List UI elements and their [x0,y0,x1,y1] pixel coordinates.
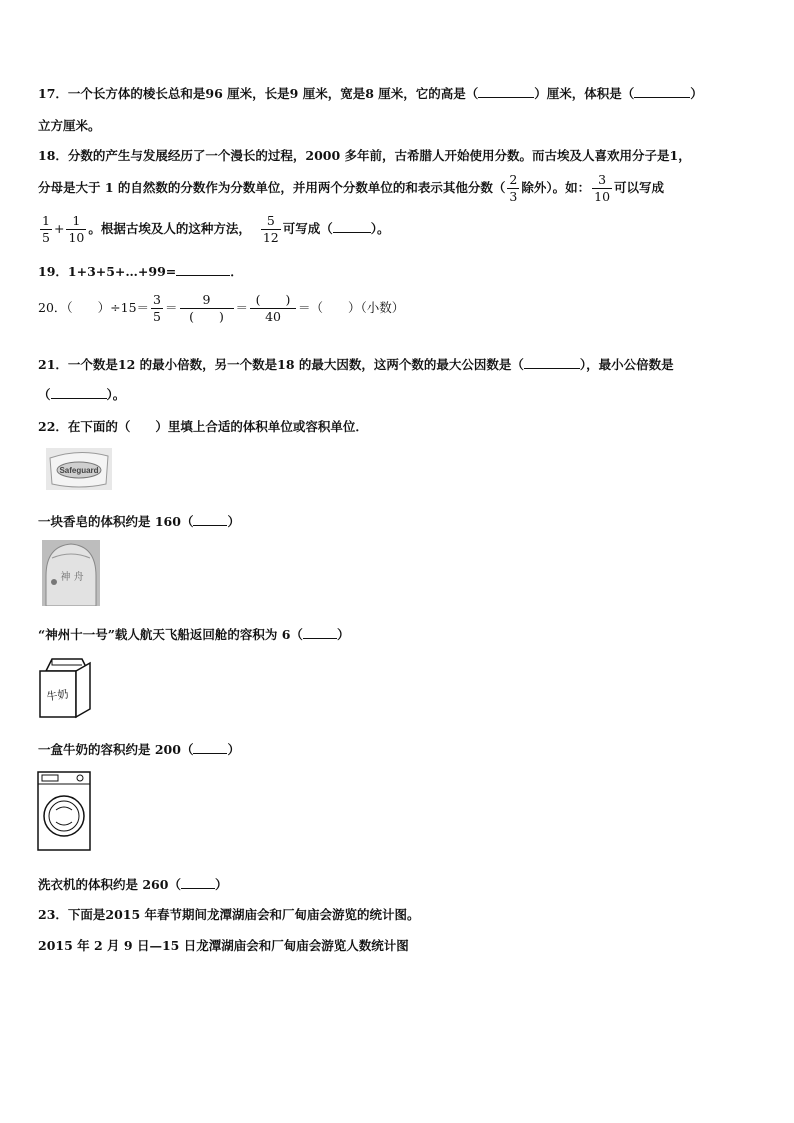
fraction-9-blank[interactable]: $\frac{9}{( )}$ [180,292,234,325]
q18-line2: 分母是大于 1 的自然数的分数作为分数单位，并用两个分数单位的和表示其他分数（ $\frac{2}{3}$ 除外）。如： $\frac{3}{10}$ 可以写成 [38,172,665,204]
q22-title: 22．在下面的（ ）里填上合适的体积单位或容积单位． [38,419,368,434]
milk-label-text: 牛奶 [45,687,70,704]
q23-line: 23．下面是2015 年春节期间龙潭湖庙会和厂甸庙会游览的统计图。 [38,907,420,922]
q21-line1: 21．一个数是12 的最小倍数，另一个数是18 的最大因数，这两个数的最大公因数是（ ），最小公倍数是 [38,357,674,372]
fraction-3-10: $\frac{3}{10}$ [594,172,611,204]
q17-blank-height[interactable] [478,85,534,98]
q21-blank-lcm[interactable] [51,386,107,399]
q18-blank[interactable] [333,220,371,233]
q22-blank-milk[interactable] [193,741,227,754]
q21-line2: （ ）。 [38,387,126,402]
q22-blank-washer[interactable] [181,876,215,889]
fraction-5-12: $\frac{5}{12}$ [262,213,279,245]
fraction-1-10: $\frac{1}{10}$ [68,213,85,245]
q23-chart-title: 2015 年 2 月 9 日—15 日龙潭湖庙会和厂甸庙会游览人数统计图 [38,938,409,953]
q19-blank[interactable] [176,263,230,276]
q22-blank-capsule[interactable] [303,626,337,639]
q21-blank-gcd[interactable] [524,356,580,369]
q17-blank-volume[interactable] [634,85,690,98]
q20-line: 20．（ ）÷15＝ $\frac{3}{5}$ ＝ $\frac{9}{( )}$ ＝ $\frac{( )}{40}$ ＝（ ）（小数） [38,292,405,324]
fraction-2-3: $\frac{2}{3}$ [509,172,518,204]
q19-line: 19．1+3+5+…+99= ． [38,264,243,279]
soap-image [46,448,112,490]
washing-machine-icon [36,770,92,852]
q22-item2: “神州十一号”载人航天飞船返回舱的容积为 6（ ） [38,627,350,642]
soap-icon [46,448,112,490]
fraction-3-5: $\frac{3}{5}$ [153,292,161,324]
q17-line1: 17．一个长方体的棱长总和是96 厘米，长是9 厘米，宽是8 厘米，它的高是（ ）厘米，体积是（ ） [38,86,703,101]
fraction-1-5: $\frac{1}{5}$ [42,213,50,245]
q18-line3: $\frac{1}{5}$ + $\frac{1}{10}$ 。根据古埃及人的这种方法， $\frac{5}{12}$ 可写成（ ）。 [42,213,390,245]
capsule-image [42,540,100,606]
capsule-icon [42,540,100,606]
q17-line2: 立方厘米。 [38,118,101,133]
milk-carton-icon [38,657,94,719]
q22-item3: 一盒牛奶的容积约是 200（ ） [38,742,240,757]
capsule-text: 神 舟 [60,572,84,583]
q22-item1: 一块香皂的体积约是 160（ ） [38,514,240,529]
q22-blank-soap[interactable] [193,513,227,526]
q22-item4: 洗衣机的体积约是 260（ ） [38,877,228,892]
milk-image [38,657,94,719]
fraction-blank-40[interactable]: $\frac{( )}{40}$ [250,292,296,325]
q18-line1: 18．分数的产生与发展经历了一个漫长的过程，2000 多年前，古希腊人开始使用分数。而古埃及人喜欢用分子是1， [38,148,691,163]
washer-image [36,770,92,852]
soap-brand-text: Safeguard [59,466,99,475]
